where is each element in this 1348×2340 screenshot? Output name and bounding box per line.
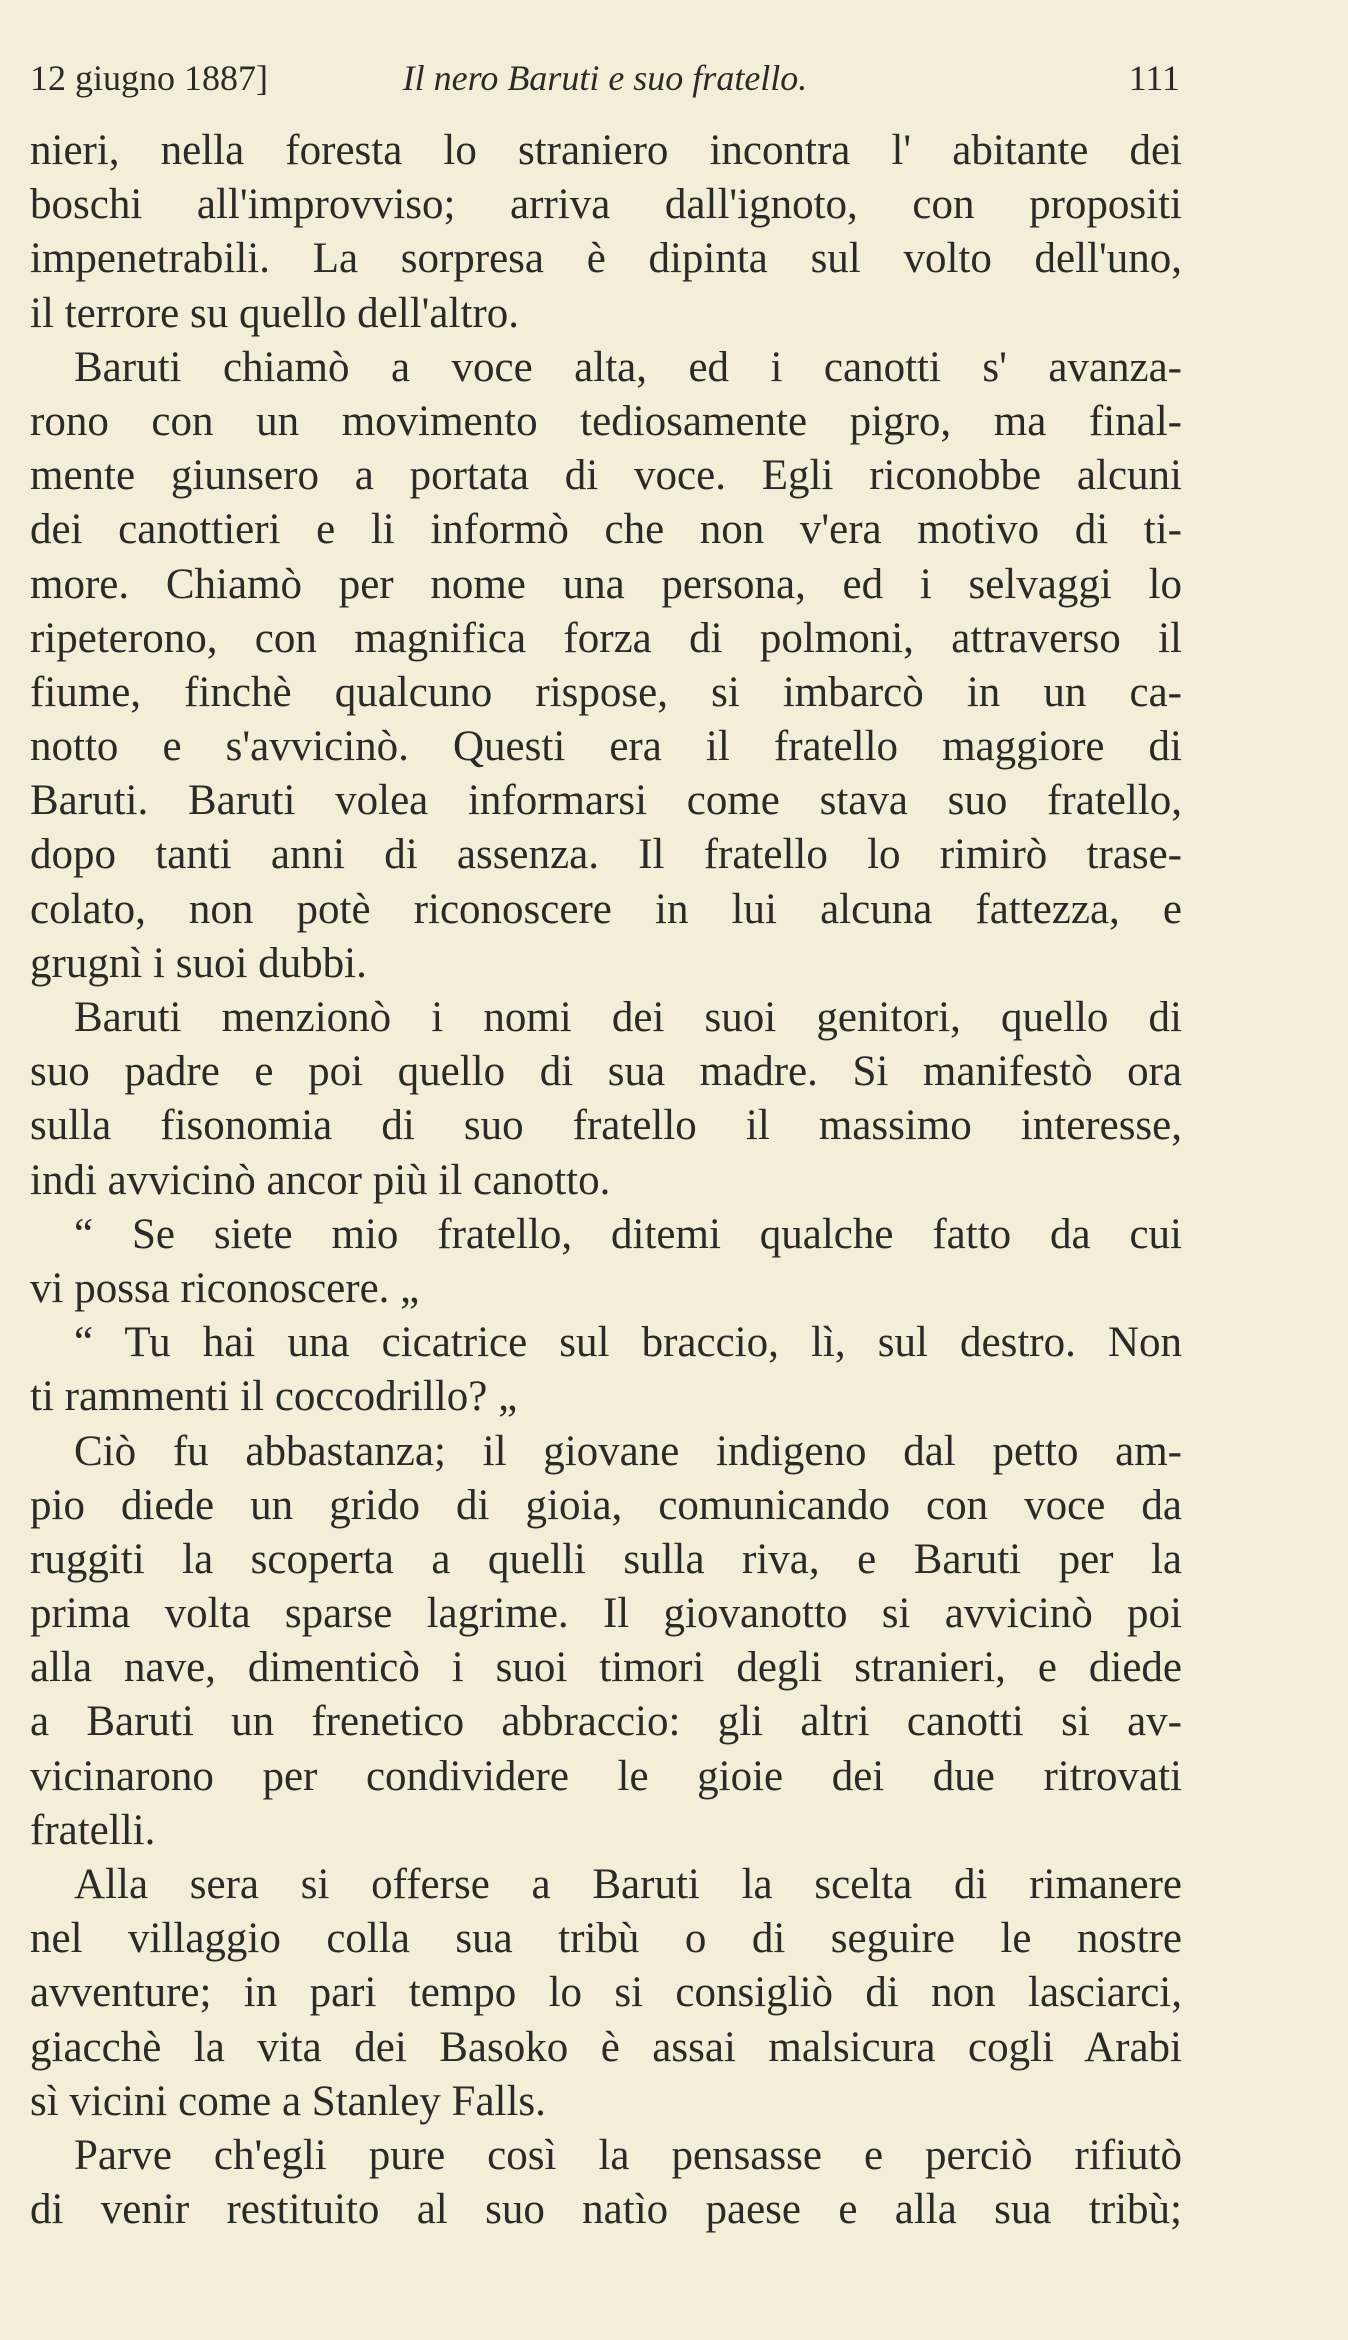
text-line: rono con un movimento tediosamente pigro, ma final- (30, 397, 1182, 445)
text-line: boschi all'improvviso; arriva dall'ignoto, con propositi (30, 181, 1182, 229)
text-line: vi possa riconoscere. „ (30, 1264, 420, 1312)
text-line: nieri, nella foresta lo straniero incontra l' abitante dei (30, 127, 1182, 174)
text-line: ti rammenti il coccodrillo? „ (30, 1373, 518, 1421)
text-line: vicinarono per condividere le gioie dei due ritrovati (30, 1752, 1182, 1800)
text-line: di venir restituito al suo natìo paese e alla sua tribù; (30, 2186, 1182, 2234)
text-line: “ Tu hai una cicatrice sul braccio, lì, sul destro. Non (74, 1319, 1182, 1367)
text-line: avventure; in pari tempo lo si consigliò di non lasciarci, (30, 1969, 1182, 2017)
text-line: dopo tanti anni di assenza. Il fratello lo rimirò trase- (30, 831, 1182, 879)
text-line: indi avvicinò ancor più il canotto. (30, 1156, 611, 1204)
text-line: sì vicini come a Stanley Falls. (30, 2077, 546, 2125)
text-line: il terrore su quello dell'altro. (30, 289, 519, 337)
running-head-date: 12 giugno 1887] (30, 58, 268, 98)
text-line: Parve ch'egli pure così la pensasse e perciò rifiutò (74, 2131, 1182, 2179)
text-line: nel villaggio colla sua tribù o di seguire le nostre (30, 1915, 1182, 1963)
text-line: suo padre e poi quello di sua madre. Si manifestò ora (30, 1048, 1182, 1096)
text-line: Ciò fu abbastanza; il giovane indigeno dal petto am- (74, 1427, 1182, 1475)
text-line: dei canottieri e li informò che non v'era motivo di ti- (30, 506, 1182, 554)
text-line: more. Chiamò per nome una persona, ed i selvaggi lo (30, 560, 1182, 608)
text-line: mente giunsero a portata di voce. Egli riconobbe alcuni (30, 452, 1182, 500)
text-line: alla nave, dimenticò i suoi timori degli stranieri, e diede (30, 1644, 1182, 1692)
text-line: impenetrabili. La sorpresa è dipinta sul volto dell'uno, (30, 235, 1182, 283)
text-line: “ Se siete mio fratello, ditemi qualche fatto da cui (74, 1210, 1182, 1258)
text-line: ripeterono, con magnifica forza di polmoni, attraverso il (30, 614, 1182, 662)
text-line: notto e s'avvicinò. Questi era il fratello maggiore di (30, 723, 1182, 771)
running-head-title: Il nero Baruti e suo fratello. (402, 58, 808, 98)
text-line: giacchè la vita dei Basoko è assai malsicura cogli Arabi (30, 2023, 1182, 2071)
text-line: a Baruti un frenetico abbraccio: gli altri canotti si av- (30, 1698, 1182, 1746)
text-line: Baruti menzionò i nomi dei suoi genitori, quello di (74, 994, 1182, 1041)
text-line: colato, non potè riconoscere in lui alcuna fattezza, e (30, 885, 1182, 933)
text-line: prima volta sparse lagrime. Il giovanotto si avvicinò poi (30, 1590, 1182, 1638)
running-head (30, 48, 1180, 108)
body-text (30, 124, 1182, 2237)
text-line: fiume, finchè qualcuno rispose, si imbarcò in un ca- (30, 668, 1182, 716)
page-number: 111 (1128, 58, 1180, 98)
text-line: Alla sera si offerse a Baruti la scelta di rimanere (74, 1861, 1182, 1908)
text-line: ruggiti la scoperta a quelli sulla riva, e Baruti per la (30, 1535, 1182, 1583)
text-line: fratelli. (30, 1806, 156, 1854)
text-line: pio diede un grido di gioia, comunicando con voce da (30, 1481, 1182, 1529)
text-line: sulla fisonomia di suo fratello il massimo interesse, (30, 1102, 1182, 1150)
text-line: grugnì i suoi dubbi. (30, 939, 367, 987)
text-line: Baruti. Baruti volea informarsi come stava suo fratello, (30, 777, 1182, 825)
text-line: Baruti chiamò a voce alta, ed i canotti s' avanza- (74, 343, 1182, 391)
